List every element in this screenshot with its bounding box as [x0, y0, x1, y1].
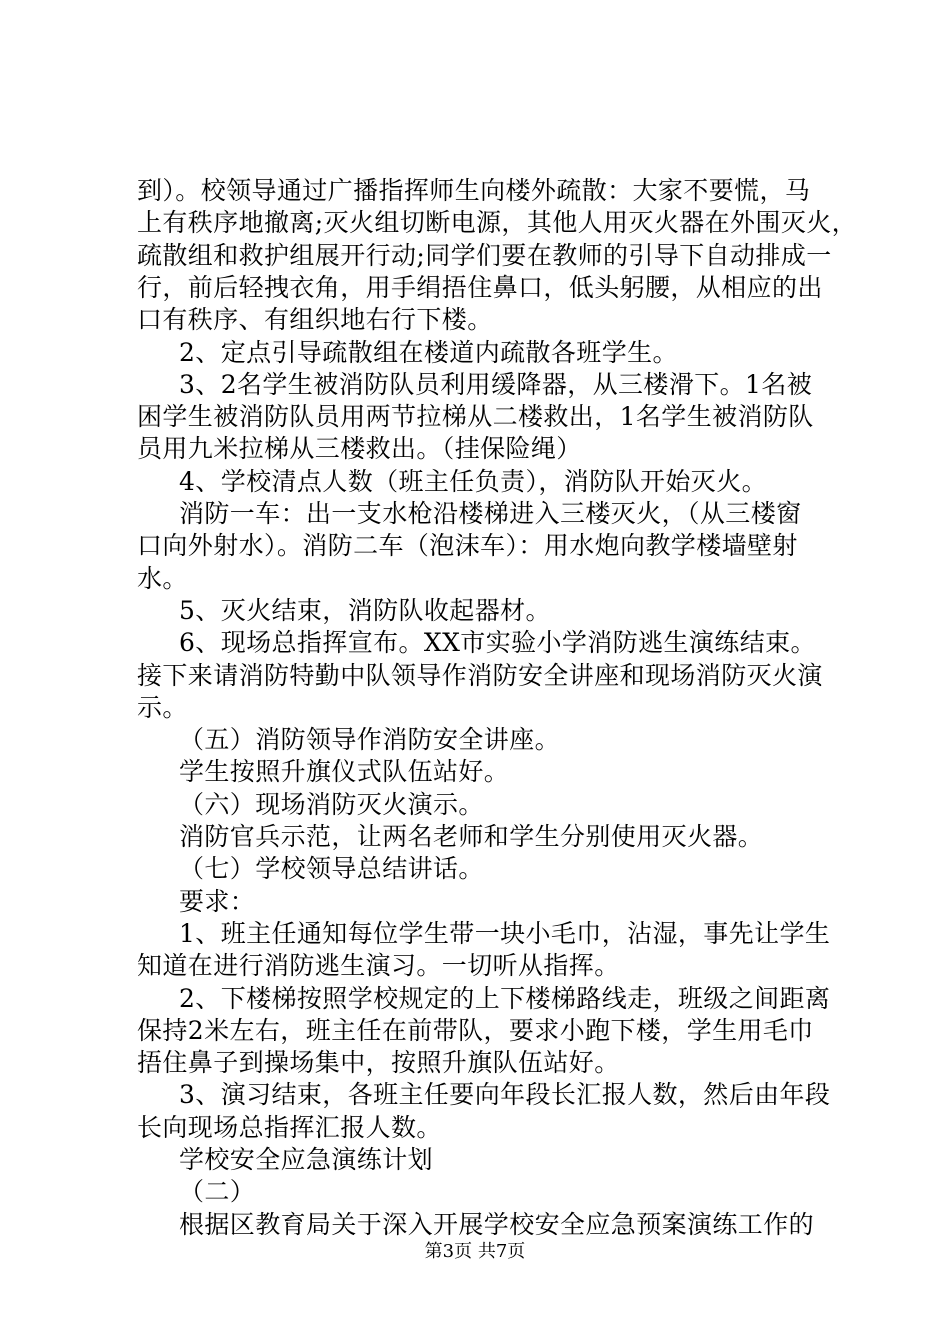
text-line: 消防官兵示范，让两名老师和学生分别使用灭火器。 — [179, 822, 764, 851]
text-line: 消防一车：出一支水枪沿楼梯进入三楼灭火，（从三楼窗 — [179, 499, 802, 528]
page-number-footer: 第3页 共7页 — [424, 1241, 526, 1262]
text-line: 5、灭火结束，消防队收起器材。 — [179, 595, 551, 625]
text-line: （五）消防领导作消防安全讲座。 — [179, 725, 561, 755]
text-line: 4、学校清点人数（班主任负责），消防队开始灭火。 — [179, 466, 768, 496]
text-line: 上有秩序地撤离;灭火组切断电源，其他人用灭火器在外围灭火， — [137, 208, 858, 238]
text-line: 员用九米拉梯从三楼救出。（挂保险绳） — [137, 434, 582, 464]
text-line: （二） — [179, 1177, 256, 1207]
text-line: 3、演习结束，各班主任要向年段长汇报人数，然后由年段 — [179, 1080, 831, 1110]
text-line: 长向现场总指挥汇报人数。 — [137, 1112, 442, 1142]
text-line: 保持2米左右，班主任在前带队，要求小跑下楼，学生用毛巾 — [137, 1015, 814, 1045]
text-line: 学生按照升旗仪式队伍站好。 — [179, 757, 510, 787]
text-line: 行，前后轻拽衣角，用手绢捂住鼻口，低头躬腰，从相应的出 — [137, 272, 823, 302]
text-line: 根据区教育局关于深入开展学校安全应急预案演练工作的 — [179, 1209, 815, 1239]
text-line: 3、2名学生被消防队员利用缓降器，从三楼滑下。1名被 — [179, 369, 813, 399]
text-line: 捂住鼻子到操场集中，按照升旗队伍站好。 — [137, 1048, 620, 1078]
text-line: 知道在进行消防逃生演习。一切听从指挥。 — [137, 951, 620, 981]
text-line: （七）学校领导总结讲话。 — [179, 854, 484, 884]
text-line: 到）。校领导通过广播指挥师生向楼外疏散：大家不要慌，马 — [137, 176, 811, 205]
text-line: 2、下楼梯按照学校规定的上下楼梯路线走，班级之间距离 — [179, 983, 831, 1013]
text-line: 要求： — [179, 886, 256, 916]
text-line: （六）现场消防灭火演示。 — [179, 789, 484, 819]
text-line: 2、定点引导疏散组在楼道内疏散各班学生。 — [179, 337, 678, 367]
text-line: 水。 — [137, 563, 188, 593]
text-line: 示。 — [137, 692, 188, 722]
text-line: 疏散组和救护组展开行动;同学们要在教师的引导下自动排成一 — [137, 240, 832, 270]
text-line: 口有秩序、有组织地右行下楼。 — [137, 305, 493, 335]
text-line: 6、现场总指挥宣布。XX市实验小学消防逃生演练结束。 — [179, 628, 816, 658]
text-line: 学校安全应急演练计划 — [179, 1145, 434, 1174]
text-line: 口向外射水）。消防二车（泡沫车）：用水炮向教学楼墙壁射 — [137, 531, 798, 561]
text-line: 困学生被消防队员用两节拉梯从二楼救出，1名学生被消防队 — [137, 402, 814, 432]
text-line: 1、班主任通知每位学生带一块小毛巾，沾湿，事先让学生 — [179, 918, 831, 948]
text-line: 接下来请消防特勤中队领导作消防安全讲座和现场消防灭火演 — [137, 660, 823, 690]
